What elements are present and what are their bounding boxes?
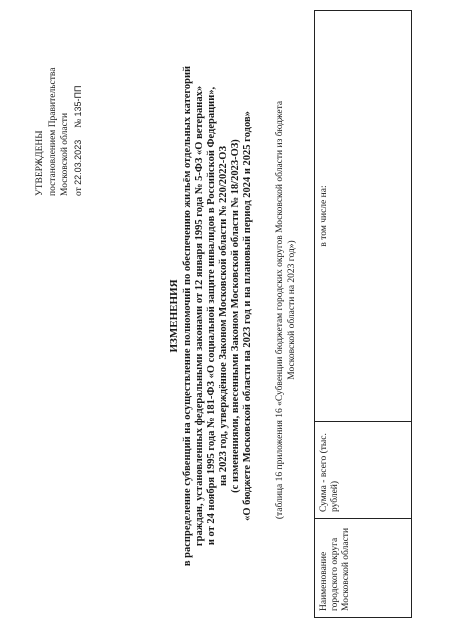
approval-region: Московской области — [60, 112, 70, 196]
header-total-sum: Сумма - всего (тыс. рублей) — [315, 422, 412, 519]
title-line: и от 24 ноября 1995 года № 181-ФЗ «О социальной защите инвалидов в Российской Федерации», — [206, 86, 217, 546]
approval-number-prefix: № — [73, 118, 84, 128]
approval-date: 22.03.2023 — [72, 139, 83, 185]
table-header-row — [315, 11, 412, 618]
header-including: в том числе на: — [315, 11, 412, 422]
title-line: (с изменениями, внесенными Законом Московской области № 18/2023-ОЗ) — [230, 139, 241, 493]
approval-authority: постановлением Правительства — [47, 67, 58, 196]
subvention-table — [314, 10, 412, 618]
header-district-name: Наименование городского округа Московской области — [315, 519, 412, 618]
title-heading: ИЗМЕНЕНИЯ — [168, 279, 180, 353]
title-line: на 2023 год, утверждённое Законом Московской области № 220/2022-ОЗ — [218, 146, 229, 486]
approval-number: 135-ПП — [72, 85, 83, 117]
approval-date-line — [72, 16, 86, 196]
title-line: в распределение субвенций на осуществление полномочий по обеспечению жильём отдельных категорий — [182, 65, 193, 567]
table-caption — [274, 10, 298, 610]
approval-heading: УТВЕРЖДЕНЫ — [35, 130, 45, 196]
title-line: «О бюджете Московской области на 2023 год и на плановый период 2024 и 2025 годов» — [242, 111, 253, 521]
table-caption-line: Московской области на 2023 год») — [287, 240, 297, 380]
approval-stamp — [34, 16, 85, 196]
table-caption-line: (таблица 16 приложения 16 «Субвенции бюджетам городских округов Московской области из бюджета — [275, 100, 285, 520]
approval-date-prefix: от — [73, 187, 84, 196]
document-title — [168, 32, 254, 600]
title-line: граждан, установленных федеральными законами от 12 января 1995 года № 5-ФЗ «О ветеранах» — [194, 85, 205, 547]
